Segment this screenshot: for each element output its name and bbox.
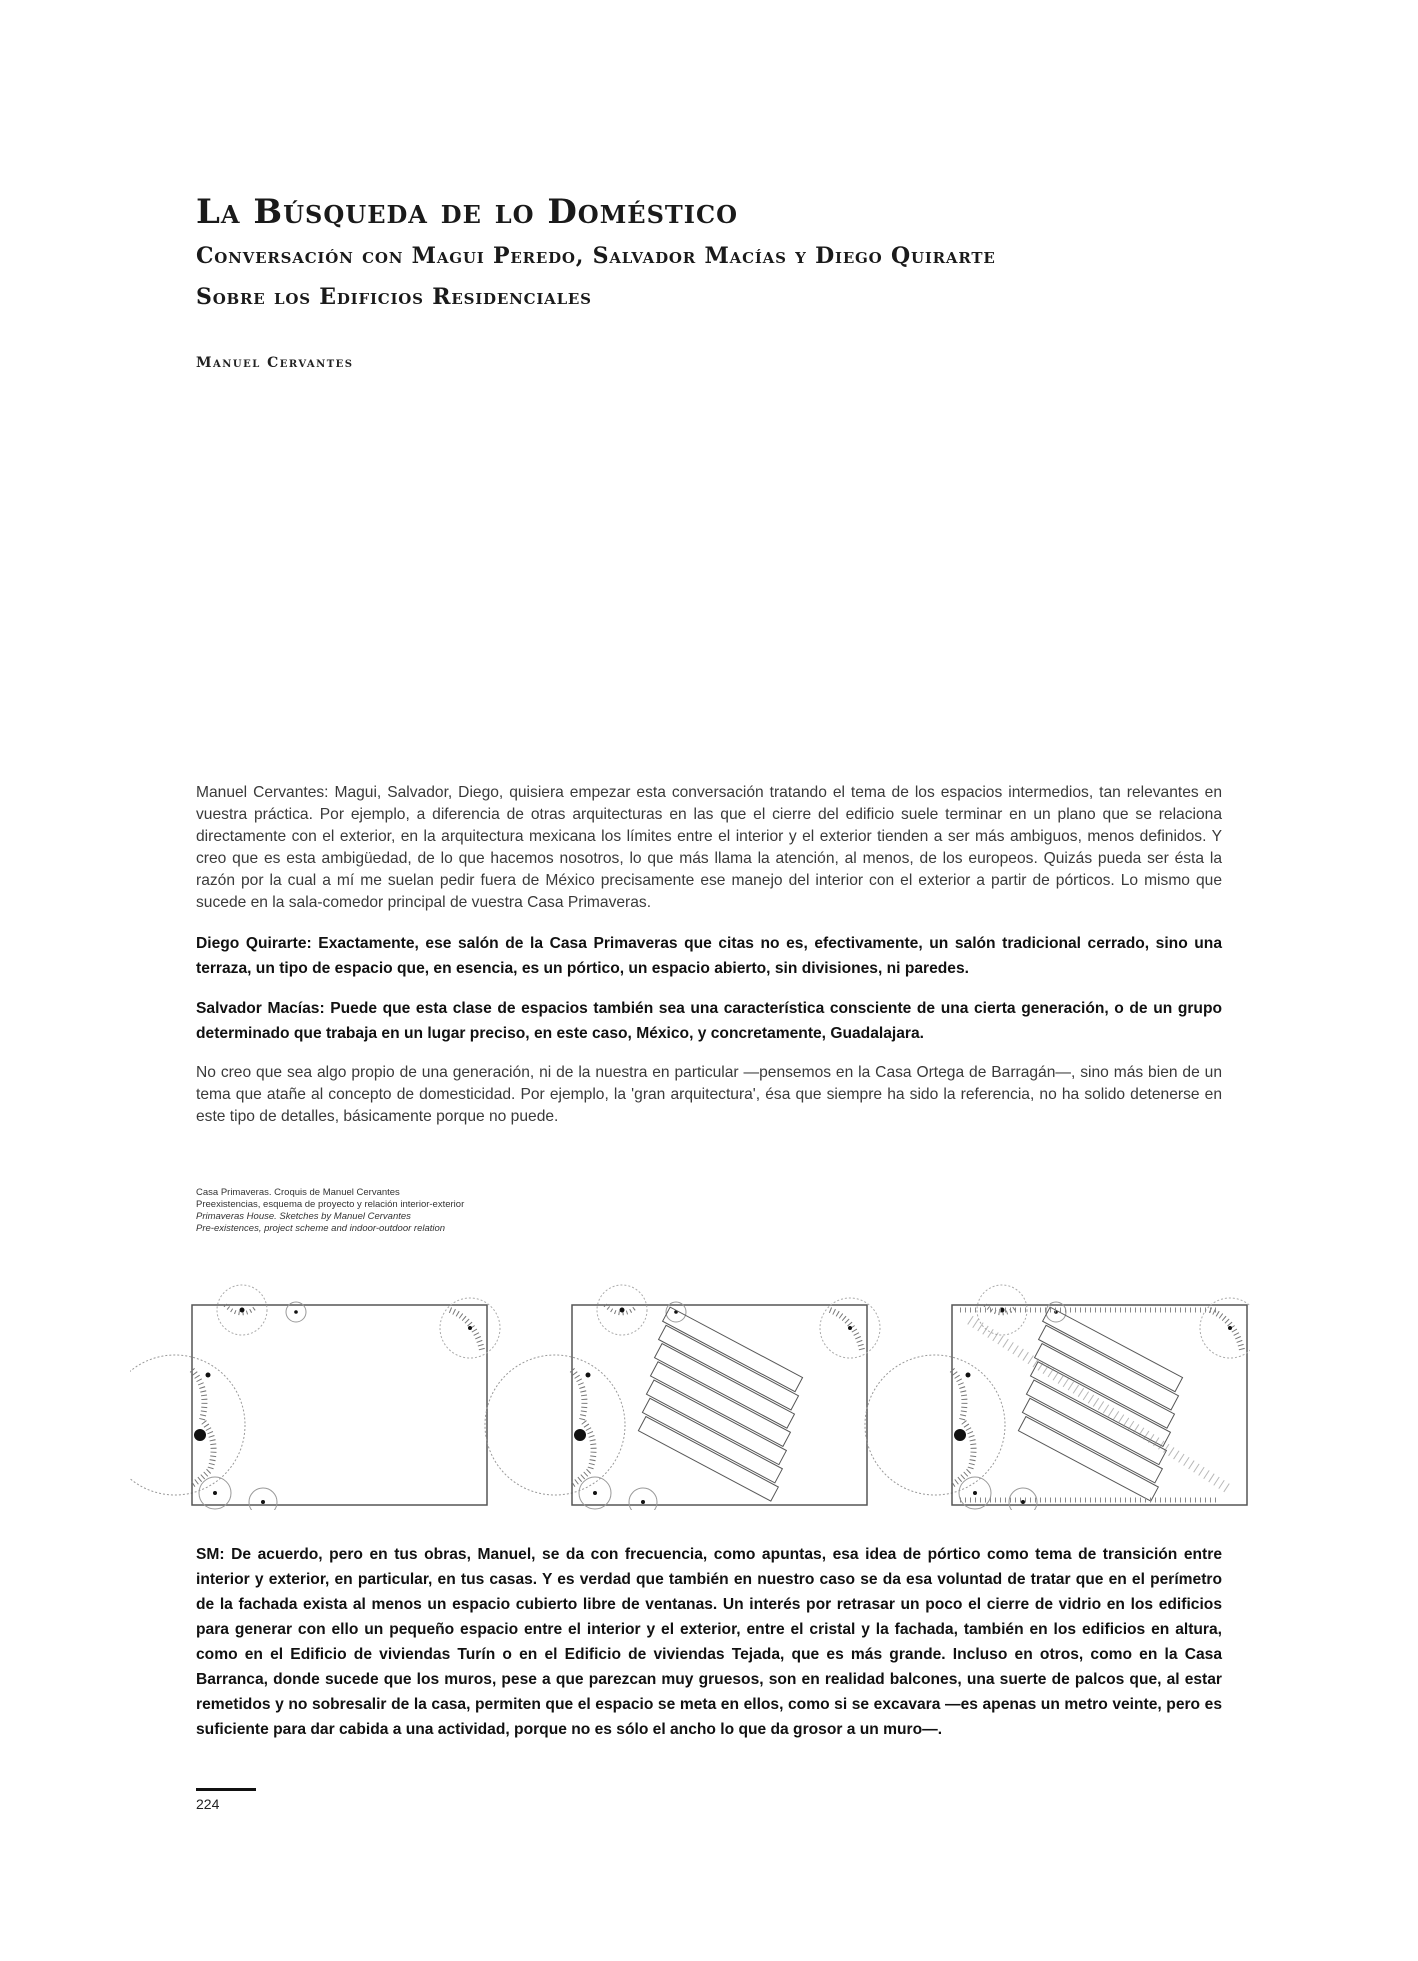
paragraph-manuel-cervantes: Manuel Cervantes: Magui, Salvador, Diego, quisiera empezar esta conversación tratando el tema de los espacios intermedios, tan relevantes en vuestra práctica. Por ejemplo, a diferencia de otras arquitecturas en las que el cierre del edificio suele terminar en un plano que se relaciona directamente con el exterior, en la arquitectura mexicana los límites entre el interior y el exterior tienden a ser más ambiguos, menos definidos. Y creo que es esta ambigüedad, de lo que hacemos nosotros, lo que más llama la atención, al menos, de los europeos. Quizás pueda ser ésta la razón por la cual a mí me suelan pedir fuera de México precisamente ese manejo del interior con el exterior a partir de pórticos. Lo mismo que sucede en la sala-comedor principal de vuestra Casa Primaveras.	[196, 784, 1222, 911]
article-author: Manuel Cervantes	[196, 355, 354, 371]
figure-caption	[196, 1187, 696, 1235]
footer-rule	[196, 1788, 256, 1791]
caption-line-4: Pre-existences, project scheme and indoor-outdoor relation	[196, 1223, 446, 1234]
paragraph-salvador-macias: Salvador Macías: Puede que esta clase de espacios también sea una característica consciente de una cierta generación, o de un grupo determinado que trabaja en un lugar preciso, en este caso, México, y concretamente, Guadalajara.	[196, 1000, 1222, 1042]
paragraph-diego-quirarte: Diego Quirarte: Exactamente, ese salón de la Casa Primaveras que citas no es, efectivamente, un salón tradicional cerrado, sino una terraza, un tipo de espacio que, en esencia, es un pórtico, un espacio abierto, sin divisiones, ni paredes.	[196, 935, 1222, 977]
article-subtitle-line1: Conversación con Magui Peredo, Salvador Macías y Diego Quirarte	[196, 243, 996, 269]
caption-line-3: Primaveras House. Sketches by Manuel Cervantes	[196, 1211, 411, 1222]
caption-line-2: Preexistencias, esquema de proyecto y relación interior-exterior	[196, 1199, 465, 1210]
page-number: 224	[196, 1796, 220, 1812]
article-subtitle-line2: Sobre los Edificios Residenciales	[196, 284, 592, 310]
site-sketches-figure	[130, 1280, 1250, 1510]
paragraph-response: No creo que sea algo propio de una generación, ni de la nuestra en particular —pensemos en la Casa Ortega de Barragán—, sino más bien de un tema que atañe al concepto de domesticidad. Por ejemplo, la 'gran arquitectura', ésa que siempre ha sido la referencia, no ha solido detenerse en este tipo de detalles, básicamente porque no puede.	[196, 1064, 1222, 1125]
paragraph-sm: SM: De acuerdo, pero en tus obras, Manuel, se da con frecuencia, como apuntas, esa idea de pórtico como tema de transición entre interior y exterior, en particular, en tus casas. Y es verdad que también en nuestro caso se da esa voluntad de tratar que en el perímetro de la fachada exista al menos un espacio cubierto libre de ventanas. Un interés por retrasar un poco el cierre de vidrio en los edificios para generar con ello un pequeño espacio entre el interior y el exterior, entre el cristal y la fachada, también en los edificios en altura, como en el Edificio de viviendas Turín o en el Edificio de viviendas Tejada, que es más grande. Incluso en otros, como en la Casa Barranca, donde sucede que los muros, pese a que parezcan muy gruesos, son en realidad balcones, una suerte de palcos que, al estar remetidos y no sobresalir de la casa, permiten que el espacio se meta en ellos, como si se excavara —es apenas un metro veinte, pero es suficiente para dar cabida a una actividad, porque no es sólo el ancho lo que da grosor a un muro—.	[196, 1546, 1222, 1738]
article-title: La Búsqueda de lo Doméstico	[196, 192, 738, 232]
caption-line-1: Casa Primaveras. Croquis de Manuel Cervantes	[196, 1187, 400, 1198]
